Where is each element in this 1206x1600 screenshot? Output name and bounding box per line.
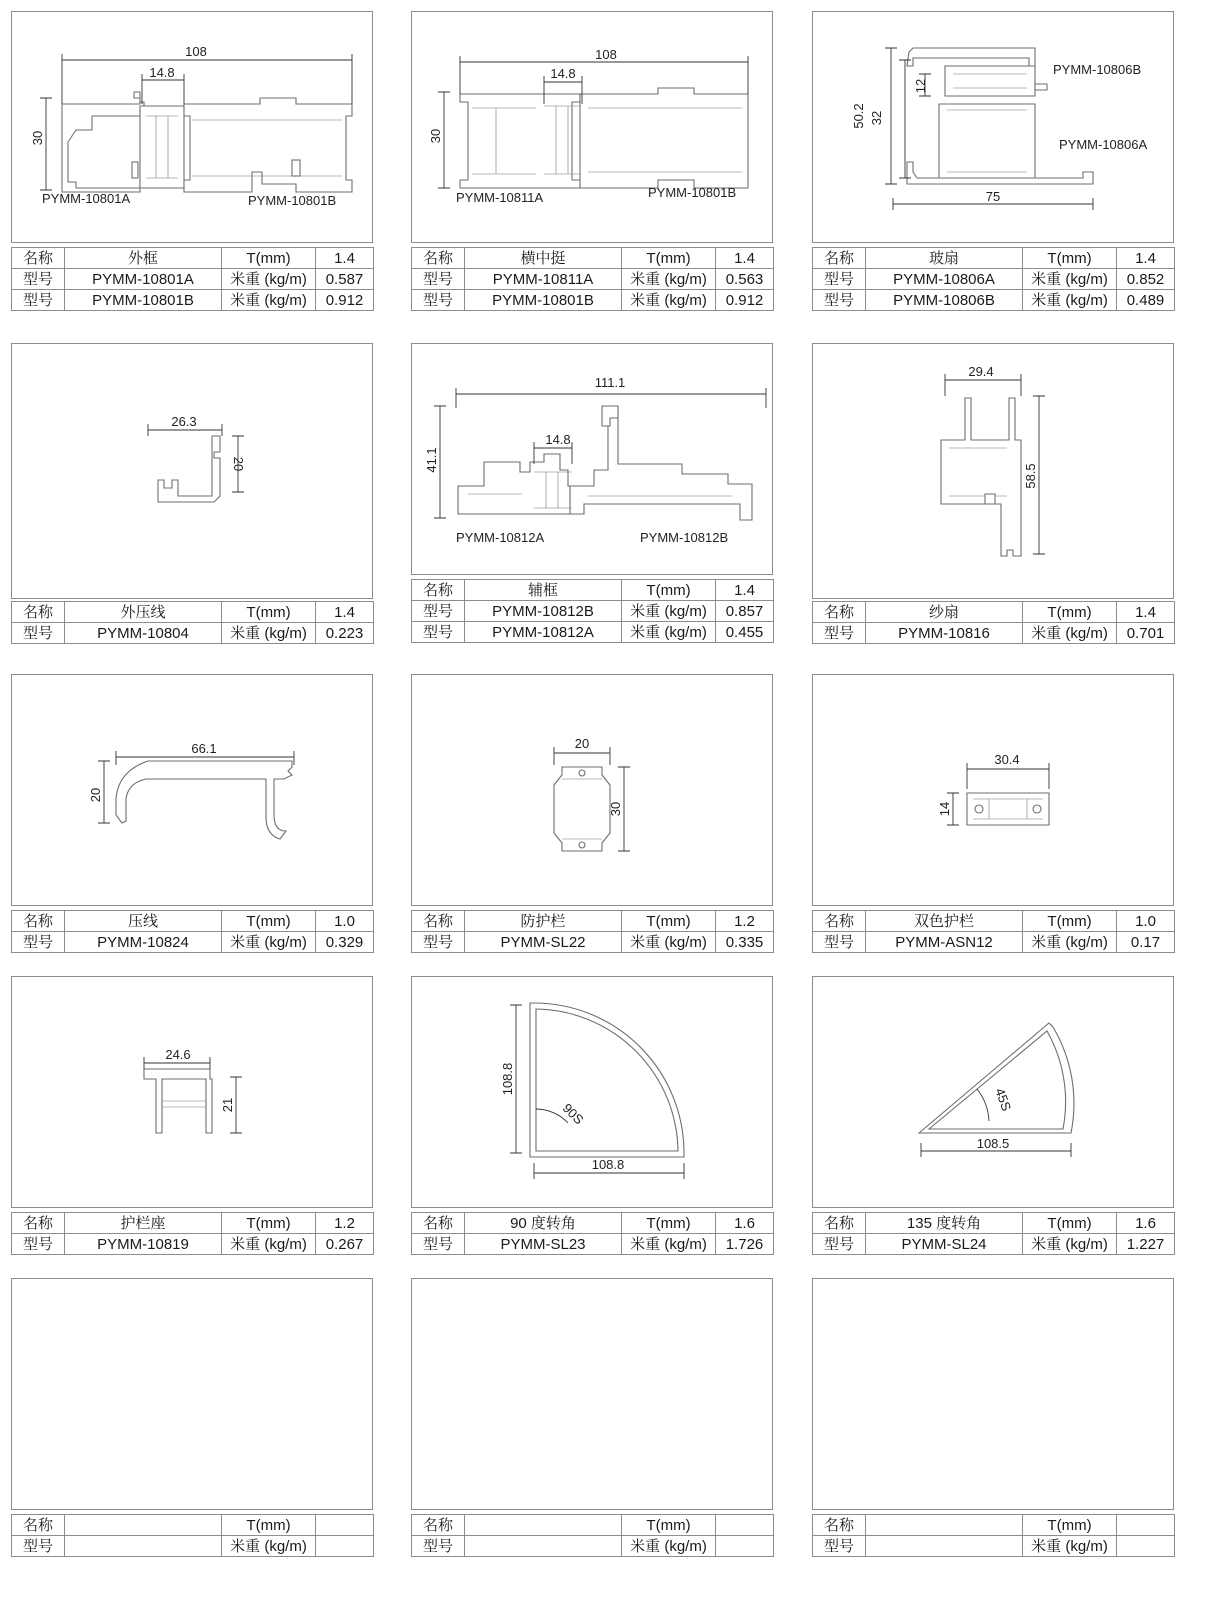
profile-drawing-frame [812, 976, 1174, 1208]
cell-thickness: 1.4 [716, 580, 774, 601]
part-label: PYMM-10812B [640, 530, 729, 545]
spec-row-model [412, 932, 774, 953]
spec-row-name [412, 248, 774, 269]
cell-label: 型号 [813, 269, 866, 290]
dimension-label: 30 [608, 801, 623, 817]
profile-shape [158, 436, 220, 502]
cell-label: 米重 (kg/m) [1023, 932, 1117, 953]
cell-label: 米重 (kg/m) [622, 932, 716, 953]
profile-drawing-frame [411, 11, 773, 243]
spec-row-model [12, 1234, 374, 1255]
cell-model: PYMM-10819 [65, 1234, 222, 1255]
cell-label: 型号 [813, 623, 866, 644]
cell-label: 型号 [813, 932, 866, 953]
spec-row-model [12, 623, 374, 644]
cell-label: 型号 [12, 290, 65, 311]
spec-table [411, 579, 774, 643]
profile-drawing-frame [11, 976, 373, 1208]
dimension-label: 108 [185, 44, 207, 59]
cell-model: PYMM-10811A [465, 269, 622, 290]
cell-label: 型号 [12, 269, 65, 290]
spec-table [411, 247, 774, 311]
cell-label: 米重 (kg/m) [222, 932, 316, 953]
cell-thickness: 1.0 [1117, 911, 1175, 932]
cell-weight: 1.726 [716, 1234, 774, 1255]
spec-row-model [412, 622, 774, 643]
cell-label: T(mm) [1023, 1213, 1117, 1234]
part-label: PYMM-10801B [248, 193, 337, 208]
spec-row-name [813, 602, 1175, 623]
cell-product-name: 双色护栏 [866, 911, 1023, 932]
spec-row-model [412, 1536, 774, 1557]
profile-drawing [12, 675, 372, 905]
part-label: PYMM-10812A [456, 530, 545, 545]
cell-label: 型号 [412, 932, 465, 953]
spec-row-name [813, 911, 1175, 932]
cell-product-name [866, 1515, 1023, 1536]
dimension-label: 24.6 [165, 1047, 191, 1062]
spec-row-model [813, 1234, 1175, 1255]
dimension-label: 30.4 [994, 752, 1020, 767]
cell-label: 米重 (kg/m) [222, 1234, 316, 1255]
cell-model [65, 1536, 222, 1557]
cell-thickness: 1.4 [1117, 602, 1175, 623]
cell-model: PYMM-10806A [866, 269, 1023, 290]
dimension-label: 32 [869, 110, 884, 126]
spec-row-name [813, 248, 1175, 269]
cell-label: 名称 [813, 1213, 866, 1234]
cell-label: 米重 (kg/m) [222, 269, 316, 290]
spec-table [812, 247, 1175, 311]
spec-row-model [813, 623, 1175, 644]
dimension-label: 108.8 [591, 1157, 625, 1172]
cell-label: 型号 [813, 1234, 866, 1255]
profile-drawing [412, 344, 772, 574]
cell-weight: 0.563 [716, 269, 774, 290]
spec-row-model [813, 932, 1175, 953]
part-label: PYMM-10806A [1059, 137, 1148, 152]
profile-drawing [412, 977, 772, 1207]
dimension-label: 20 [231, 456, 246, 472]
cell-model: PYMM-10801B [465, 290, 622, 311]
dimension-label: 20 [574, 736, 590, 751]
spec-table [812, 1514, 1175, 1557]
cell-label: 米重 (kg/m) [1023, 290, 1117, 311]
cell-model: PYMM-ASN12 [866, 932, 1023, 953]
cell-label: T(mm) [222, 1213, 316, 1234]
cell-weight [316, 1536, 374, 1557]
cell-weight: 0.852 [1117, 269, 1175, 290]
spec-row-model [12, 1536, 374, 1557]
cell-label: 型号 [412, 290, 465, 311]
dimension-label: 50.2 [851, 103, 866, 129]
spec-table [11, 601, 374, 644]
profile-shape [967, 793, 1049, 825]
spec-table [411, 1212, 774, 1255]
spec-row-name [12, 911, 374, 932]
dimension-label: 41.1 [424, 447, 439, 473]
cell-thickness [1117, 1515, 1175, 1536]
spec-row-model [813, 269, 1175, 290]
cell-label: 名称 [412, 911, 465, 932]
dimension-label: 21 [220, 1097, 235, 1113]
cell-label: 米重 (kg/m) [622, 601, 716, 622]
cell-product-name: 外压线 [65, 602, 222, 623]
part-label: PYMM-10811A [456, 190, 544, 205]
profile-shape [919, 1023, 1074, 1133]
cell-label: 型号 [12, 932, 65, 953]
profile-shape [554, 767, 610, 851]
cell-label: 名称 [12, 248, 65, 269]
part-label: PYMM-10806B [1053, 62, 1142, 77]
profile-drawing [12, 977, 372, 1207]
spec-row-model [412, 290, 774, 311]
profile-shape [116, 761, 292, 839]
cell-product-name [65, 1515, 222, 1536]
cell-model [866, 1536, 1023, 1557]
dimension-label: 45S [992, 1086, 1015, 1113]
profile-drawing-frame [11, 674, 373, 906]
profile-drawing-frame [812, 343, 1174, 599]
cell-label: 米重 (kg/m) [622, 269, 716, 290]
profile-drawing-frame [812, 11, 1174, 243]
cell-label: T(mm) [222, 1515, 316, 1536]
cell-label: T(mm) [222, 602, 316, 623]
profile-shape [458, 406, 752, 520]
spec-table [11, 910, 374, 953]
cell-label: T(mm) [622, 911, 716, 932]
cell-model: PYMM-10824 [65, 932, 222, 953]
cell-weight: 0.587 [316, 269, 374, 290]
cell-label: 名称 [412, 248, 465, 269]
cell-label: T(mm) [622, 1515, 716, 1536]
dimension-label: 14 [937, 801, 952, 817]
cell-label: 米重 (kg/m) [1023, 1536, 1117, 1557]
cell-thickness: 1.2 [716, 911, 774, 932]
spec-table [11, 1212, 374, 1255]
spec-row-name [12, 248, 374, 269]
cell-weight: 1.227 [1117, 1234, 1175, 1255]
dimension-label: 29.4 [968, 364, 994, 379]
profile-drawing-frame [812, 1278, 1174, 1510]
cell-product-name [465, 1515, 622, 1536]
spec-row-model [813, 290, 1175, 311]
profile-shape [144, 1069, 212, 1133]
cell-label: 型号 [412, 1536, 465, 1557]
cell-model: PYMM-10801A [65, 269, 222, 290]
dimension-label: 111.1 [594, 375, 626, 390]
cell-label: 米重 (kg/m) [222, 1536, 316, 1557]
cell-product-name: 90 度转角 [465, 1213, 622, 1234]
cell-weight: 0.912 [716, 290, 774, 311]
cell-thickness: 1.6 [1117, 1213, 1175, 1234]
spec-table [812, 910, 1175, 953]
cell-label: 名称 [412, 1213, 465, 1234]
spec-row-name [12, 602, 374, 623]
cell-weight: 0.912 [316, 290, 374, 311]
cell-label: 名称 [813, 602, 866, 623]
cell-model: PYMM-10801B [65, 290, 222, 311]
cell-product-name: 横中挺 [465, 248, 622, 269]
cell-thickness: 1.2 [316, 1213, 374, 1234]
profile-drawing [412, 675, 772, 905]
dimension-label: 14.8 [149, 65, 175, 80]
dimension-label: 90S [559, 1100, 587, 1128]
profile-shape [941, 398, 1021, 556]
cell-weight: 0.335 [716, 932, 774, 953]
cell-thickness: 1.4 [316, 602, 374, 623]
dimension-label: 14.8 [545, 432, 571, 447]
spec-row-name [813, 1515, 1175, 1536]
cell-label: T(mm) [1023, 602, 1117, 623]
profile-drawing [813, 977, 1173, 1207]
profile-drawing-frame [411, 343, 773, 575]
cell-product-name: 纱扇 [866, 602, 1023, 623]
dimension-label: 108.8 [500, 1062, 515, 1096]
cell-label: T(mm) [1023, 1515, 1117, 1536]
cell-thickness: 1.0 [316, 911, 374, 932]
cell-model: PYMM-10812B [465, 601, 622, 622]
cell-label: T(mm) [622, 1213, 716, 1234]
cell-weight [1117, 1536, 1175, 1557]
dimension-label: 75 [985, 189, 1001, 204]
cell-label: 型号 [12, 1536, 65, 1557]
cell-label: 米重 (kg/m) [622, 622, 716, 643]
cell-model [465, 1536, 622, 1557]
profile-drawing-frame [11, 343, 373, 599]
cell-weight: 0.701 [1117, 623, 1175, 644]
spec-row-name [12, 1515, 374, 1536]
profile-shape [62, 92, 352, 192]
cell-label: 型号 [412, 269, 465, 290]
cell-product-name: 防护栏 [465, 911, 622, 932]
spec-row-name [412, 580, 774, 601]
cell-weight: 0.329 [316, 932, 374, 953]
cell-label: 型号 [813, 1536, 866, 1557]
dimension-label: 30 [428, 128, 443, 144]
cell-product-name: 护栏座 [65, 1213, 222, 1234]
cell-label: 米重 (kg/m) [222, 623, 316, 644]
cell-label: 名称 [12, 602, 65, 623]
profile-shape [530, 1003, 684, 1157]
spec-table [812, 601, 1175, 644]
cell-label: T(mm) [222, 248, 316, 269]
cell-label: 名称 [12, 1213, 65, 1234]
dimension-label: 58.5 [1023, 463, 1038, 489]
cell-thickness: 1.4 [1117, 248, 1175, 269]
spec-row-model [412, 1234, 774, 1255]
cell-label: 米重 (kg/m) [622, 1536, 716, 1557]
spec-row-name [412, 1213, 774, 1234]
cell-thickness: 1.4 [716, 248, 774, 269]
profile-drawing [813, 675, 1173, 905]
spec-table [411, 1514, 774, 1557]
cell-label: T(mm) [622, 580, 716, 601]
cell-label: 米重 (kg/m) [1023, 1234, 1117, 1255]
cell-thickness [716, 1515, 774, 1536]
profile-drawing [412, 12, 772, 242]
cell-model: PYMM-SL24 [866, 1234, 1023, 1255]
cell-label: 名称 [813, 911, 866, 932]
dimension-label: 26.3 [171, 414, 197, 429]
cell-label: 型号 [12, 1234, 65, 1255]
cell-product-name: 玻扇 [866, 248, 1023, 269]
cell-product-name: 135 度转角 [866, 1213, 1023, 1234]
cell-thickness: 1.4 [316, 248, 374, 269]
cell-product-name: 外框 [65, 248, 222, 269]
cell-label: 名称 [412, 580, 465, 601]
dimension-label: 20 [88, 787, 103, 803]
profile-drawing-frame [411, 976, 773, 1208]
profile-drawing-frame [411, 1278, 773, 1510]
spec-row-model [12, 269, 374, 290]
profile-drawing-frame [411, 674, 773, 906]
profile-drawing [813, 344, 1173, 598]
cell-weight: 0.455 [716, 622, 774, 643]
cell-thickness: 1.6 [716, 1213, 774, 1234]
cell-label: 米重 (kg/m) [222, 290, 316, 311]
dimension-label: 14.8 [550, 66, 576, 81]
spec-row-model [813, 1536, 1175, 1557]
cell-weight: 0.267 [316, 1234, 374, 1255]
dimension-label: 108 [595, 47, 617, 62]
spec-row-name [412, 911, 774, 932]
cell-model: PYMM-10804 [65, 623, 222, 644]
profile-drawing [12, 344, 372, 598]
cell-label: 米重 (kg/m) [622, 290, 716, 311]
cell-label: T(mm) [1023, 248, 1117, 269]
cell-label: 名称 [412, 1515, 465, 1536]
cell-model: PYMM-10816 [866, 623, 1023, 644]
cell-label: T(mm) [222, 911, 316, 932]
profile-drawing [12, 12, 372, 242]
part-label: PYMM-10801B [648, 185, 737, 200]
cell-weight [716, 1536, 774, 1557]
cell-product-name: 辅框 [465, 580, 622, 601]
cell-label: 米重 (kg/m) [1023, 623, 1117, 644]
part-label: PYMM-10801A [42, 191, 131, 206]
spec-row-model [12, 932, 374, 953]
cell-label: 米重 (kg/m) [622, 1234, 716, 1255]
cell-label: 名称 [813, 1515, 866, 1536]
dimension-label: 108.5 [976, 1136, 1010, 1151]
spec-table [812, 1212, 1175, 1255]
spec-row-model [412, 601, 774, 622]
dimension-label: 30 [30, 130, 45, 146]
dimension-label: 12 [913, 78, 928, 94]
cell-model: PYMM-10806B [866, 290, 1023, 311]
cell-model: PYMM-SL22 [465, 932, 622, 953]
spec-table [11, 247, 374, 311]
spec-row-name [12, 1213, 374, 1234]
cell-label: 型号 [412, 622, 465, 643]
dimension-label: 66.1 [191, 741, 217, 756]
cell-label: T(mm) [1023, 911, 1117, 932]
cell-thickness [316, 1515, 374, 1536]
cell-label: T(mm) [622, 248, 716, 269]
cell-weight: 0.489 [1117, 290, 1175, 311]
spec-row-model [412, 269, 774, 290]
cell-model: PYMM-SL23 [465, 1234, 622, 1255]
cell-label: 型号 [12, 623, 65, 644]
cell-weight: 0.17 [1117, 932, 1175, 953]
cell-product-name: 压线 [65, 911, 222, 932]
profile-drawing-frame [11, 11, 373, 243]
profile-drawing-frame [812, 674, 1174, 906]
spec-table [411, 910, 774, 953]
spec-row-name [412, 1515, 774, 1536]
cell-model: PYMM-10812A [465, 622, 622, 643]
cell-weight: 0.223 [316, 623, 374, 644]
profile-drawing-frame [11, 1278, 373, 1510]
cell-label: 名称 [813, 248, 866, 269]
profile-drawing [813, 12, 1173, 242]
cell-label: 名称 [12, 1515, 65, 1536]
cell-label: 型号 [813, 290, 866, 311]
profile-shape [460, 88, 748, 188]
cell-label: 名称 [12, 911, 65, 932]
spec-table [11, 1514, 374, 1557]
cell-weight: 0.857 [716, 601, 774, 622]
spec-row-name [813, 1213, 1175, 1234]
cell-label: 型号 [412, 1234, 465, 1255]
spec-row-model [12, 290, 374, 311]
cell-label: 米重 (kg/m) [1023, 269, 1117, 290]
cell-label: 型号 [412, 601, 465, 622]
